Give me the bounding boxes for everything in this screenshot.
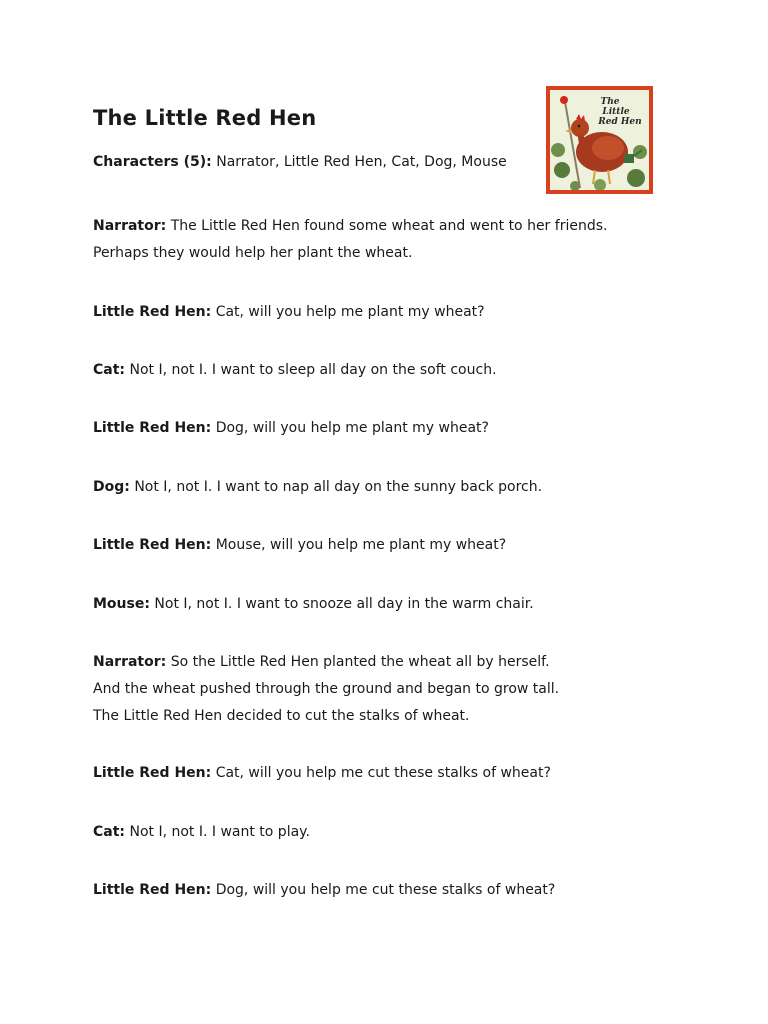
dialogue-text: So the Little Red Hen planted the wheat all by herself. — [170, 654, 550, 670]
cover-title-line1: The — [600, 97, 620, 107]
script-line-narrator — [93, 649, 559, 730]
cover-title-line3: Red Hen — [598, 117, 642, 127]
script-line-narrator — [93, 213, 607, 267]
dialogue-text: The Little Red Hen found some wheat and went to her friends. — [170, 218, 608, 234]
dialogue-text: Dog, will you help me plant my wheat? — [215, 420, 489, 436]
speaker-name: Little Red Hen: — [93, 420, 212, 436]
book-cover-illustration — [550, 90, 649, 190]
speaker-name: Narrator: — [93, 218, 167, 234]
book-cover-image — [546, 86, 653, 194]
dialogue-text: Not I, not I. I want to play. — [129, 824, 310, 840]
script-line-cat — [93, 819, 310, 846]
speaker-name: Cat: — [93, 362, 126, 378]
dialogue-text: Not I, not I. I want to snooze all day in the warm chair. — [154, 596, 534, 612]
speaker-name: Cat: — [93, 824, 126, 840]
speaker-name: Little Red Hen: — [93, 765, 212, 781]
dialogue-text: Not I, not I. I want to sleep all day on the soft couch. — [129, 362, 497, 378]
script-line-little-red-hen — [93, 415, 489, 442]
dialogue-text: Not I, not I. I want to nap all day on the sunny back porch. — [134, 479, 543, 495]
script-line-mouse — [93, 591, 534, 618]
dialogue-text: The Little Red Hen decided to cut the stalks of wheat. — [93, 708, 470, 724]
speaker-name: Little Red Hen: — [93, 304, 212, 320]
speaker-name: Little Red Hen: — [93, 882, 212, 898]
dialogue-text: Cat, will you help me plant my wheat? — [215, 304, 485, 320]
script-line-little-red-hen — [93, 877, 555, 904]
script-line-little-red-hen — [93, 299, 485, 326]
script-line-little-red-hen — [93, 532, 506, 559]
script-line-cat — [93, 357, 497, 384]
cover-title-line2: Little — [602, 107, 630, 117]
characters-label: Characters (5): — [93, 154, 212, 170]
dialogue-text: Cat, will you help me cut these stalks of wheat? — [215, 765, 551, 781]
characters-list: Narrator, Little Red Hen, Cat, Dog, Mouse — [216, 154, 507, 170]
page-title: The Little Red Hen — [93, 106, 317, 130]
script-line-row — [93, 649, 559, 676]
script-line-dog — [93, 474, 542, 501]
dialogue-text: Mouse, will you help me plant my wheat? — [215, 537, 507, 553]
speaker-name: Mouse: — [93, 596, 150, 612]
script-line-little-red-hen — [93, 760, 551, 787]
dialogue-text: And the wheat pushed through the ground and began to grow tall. — [93, 681, 560, 697]
dialogue-text: Dog, will you help me cut these stalks of wheat? — [215, 882, 556, 898]
characters-line — [93, 154, 507, 170]
speaker-name: Dog: — [93, 479, 130, 495]
script-line-row — [93, 213, 607, 240]
speaker-name: Narrator: — [93, 654, 167, 670]
dialogue-text: Perhaps they would help her plant the wheat. — [93, 245, 413, 261]
speaker-name: Little Red Hen: — [93, 537, 212, 553]
